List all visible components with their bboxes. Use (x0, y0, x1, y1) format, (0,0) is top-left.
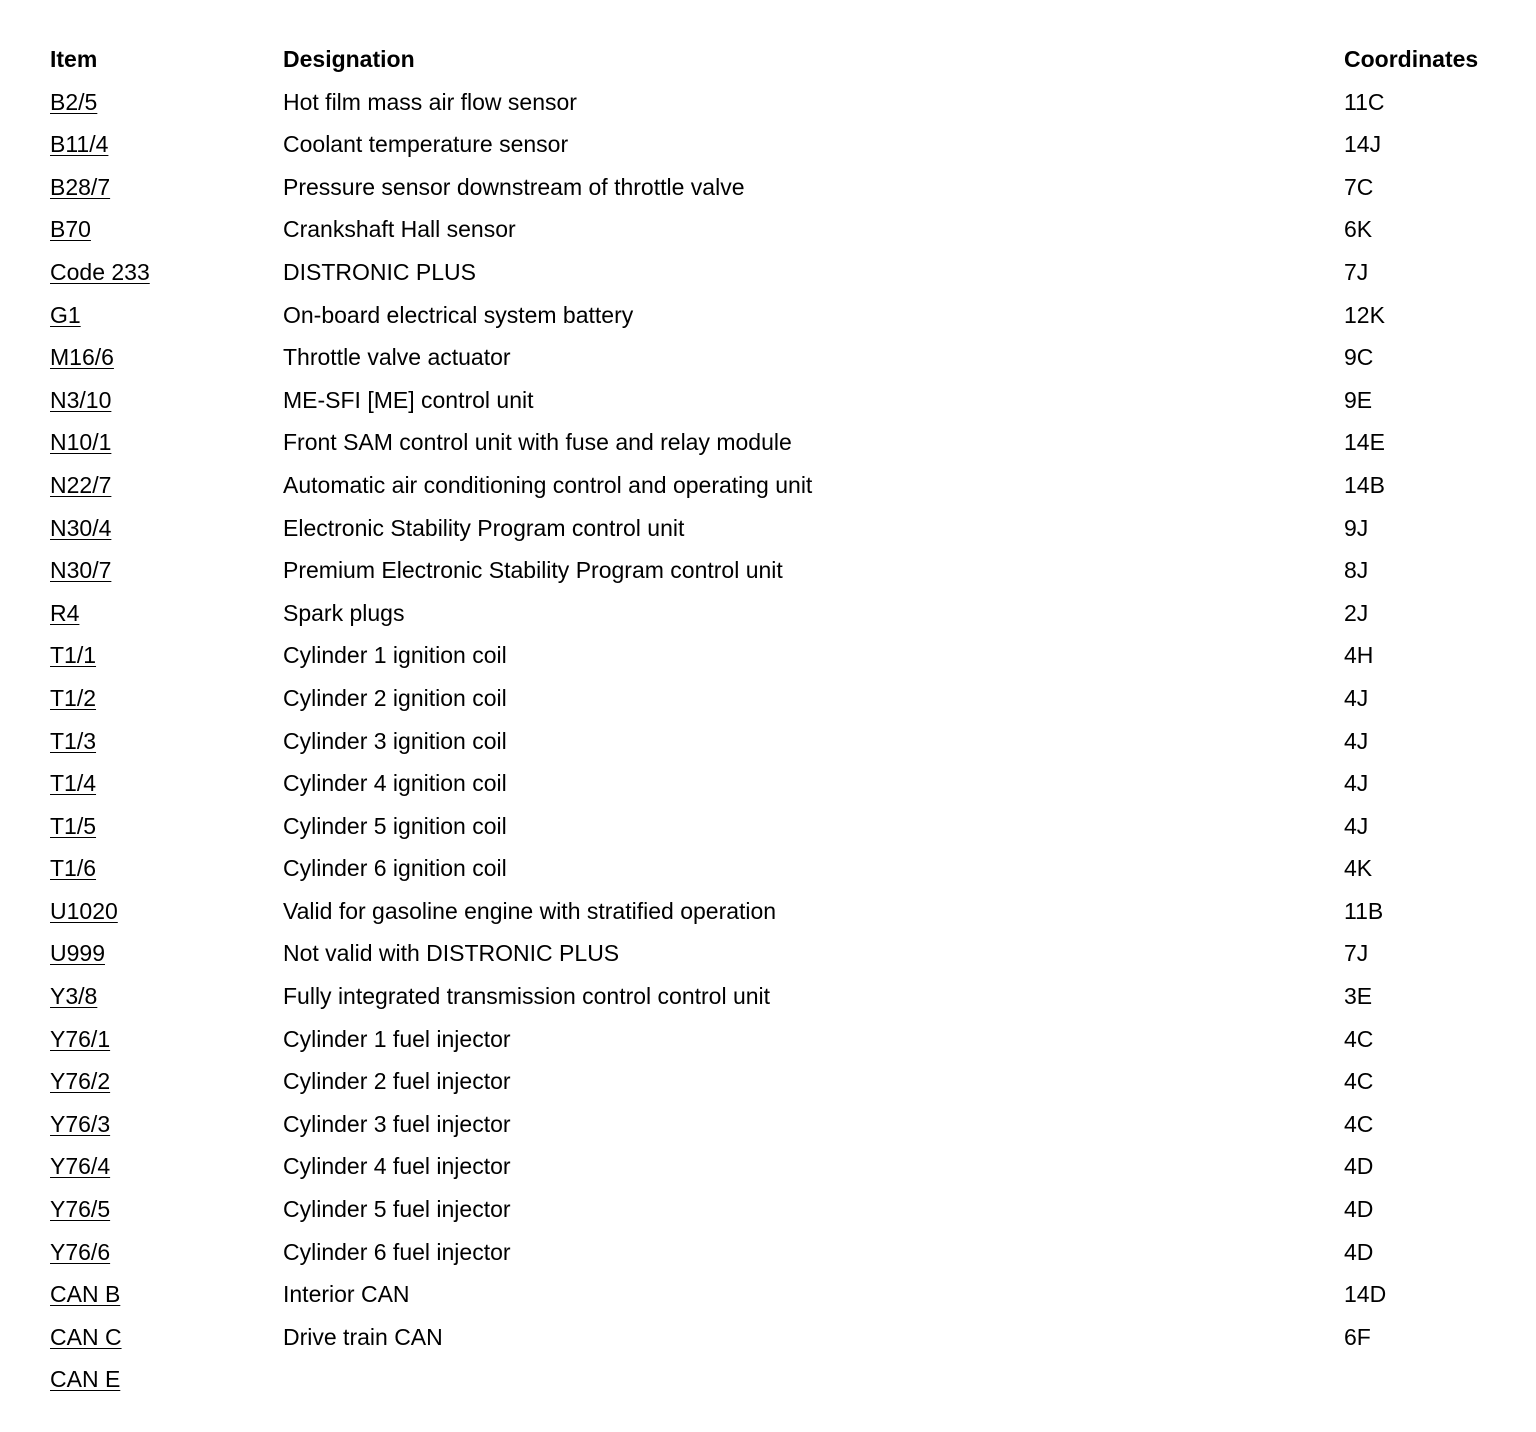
table-row (50, 81, 1510, 124)
table-row (50, 123, 1510, 166)
designation-cell: On-board electrical system battery (283, 301, 634, 328)
designation-cell: Fully integrated transmission control control unit (283, 983, 771, 1010)
table-row (50, 336, 1510, 379)
coordinates-cell: 4C (1344, 1110, 1374, 1137)
coordinates-cell: 4D (1344, 1153, 1374, 1180)
item-link[interactable]: N22/7 (50, 471, 112, 498)
item-link[interactable]: CAN C (50, 1323, 122, 1350)
table-row (50, 379, 1510, 422)
item-link[interactable]: U1020 (50, 897, 118, 924)
table-row (50, 847, 1510, 890)
table-row (50, 1145, 1510, 1188)
table-row (50, 421, 1510, 464)
item-link[interactable]: T1/2 (50, 684, 97, 711)
designation-cell: Cylinder 6 fuel injector (283, 1238, 511, 1265)
item-link[interactable]: N30/4 (50, 514, 112, 541)
coordinates-cell: 4C (1344, 1025, 1374, 1052)
item-link[interactable]: T1/6 (50, 855, 97, 882)
item-link[interactable]: Y76/6 (50, 1238, 111, 1265)
designation-cell: Cylinder 5 fuel injector (283, 1196, 511, 1223)
item-link[interactable]: T1/5 (50, 812, 97, 839)
table-row (50, 890, 1510, 933)
table-row (50, 677, 1510, 720)
designation-cell: Cylinder 1 fuel injector (283, 1025, 511, 1052)
coordinates-cell: 11B (1344, 897, 1384, 924)
item-link[interactable]: Y76/3 (50, 1110, 111, 1137)
designation-cell: Cylinder 4 ignition coil (283, 770, 507, 797)
coordinates-cell: 4D (1344, 1196, 1374, 1223)
coordinates-cell: 3E (1344, 983, 1373, 1010)
item-link[interactable]: B70 (50, 216, 91, 243)
item-link[interactable]: T1/1 (50, 642, 97, 669)
coordinates-cell: 4J (1344, 812, 1369, 839)
designation-cell: Drive train CAN (283, 1323, 443, 1350)
table-row (50, 720, 1510, 763)
table-row (50, 1316, 1510, 1359)
item-link[interactable]: CAN B (50, 1281, 121, 1308)
coordinates-cell: 4J (1344, 770, 1369, 797)
item-link[interactable]: CAN E (50, 1366, 121, 1393)
table-row (50, 294, 1510, 337)
table-row (50, 592, 1510, 635)
table-row (50, 1273, 1510, 1316)
item-link[interactable]: Code 233 (50, 258, 150, 285)
coordinates-cell: 4H (1344, 642, 1374, 669)
designation-cell: Cylinder 5 ignition coil (283, 812, 507, 839)
table-row (50, 166, 1510, 209)
item-link[interactable]: Y76/1 (50, 1025, 111, 1052)
coordinates-cell: 2J (1344, 599, 1369, 626)
coordinates-cell: 4K (1344, 855, 1373, 882)
table-row (50, 1018, 1510, 1061)
designation-cell: Interior CAN (283, 1281, 410, 1308)
header-coordinates: Coordinates (1344, 46, 1479, 72)
designation-cell: Cylinder 3 fuel injector (283, 1110, 511, 1137)
coordinates-cell: 12K (1344, 301, 1385, 328)
component-legend-table (50, 38, 1510, 1401)
coordinates-cell: 4J (1344, 727, 1369, 754)
designation-cell: Valid for gasoline engine with stratified operation (283, 897, 777, 924)
designation-cell: ME-SFI [ME] control unit (283, 386, 534, 413)
coordinates-cell: 14E (1344, 429, 1385, 456)
header-item: Item (50, 46, 98, 72)
item-link[interactable]: N10/1 (50, 429, 112, 456)
designation-cell: Front SAM control unit with fuse and relay module (283, 429, 792, 456)
item-link[interactable]: Y76/5 (50, 1196, 111, 1223)
designation-cell: Premium Electronic Stability Program control unit (283, 557, 783, 584)
item-link[interactable]: Y3/8 (50, 983, 98, 1010)
coordinates-cell: 6K (1344, 216, 1373, 243)
table-row (50, 549, 1510, 592)
coordinates-cell: 14J (1344, 131, 1382, 158)
designation-cell: Cylinder 2 fuel injector (283, 1068, 511, 1095)
table-row (50, 1060, 1510, 1103)
coordinates-cell: 14D (1344, 1281, 1387, 1308)
item-link[interactable]: N30/7 (50, 557, 112, 584)
table-header-row (50, 38, 1510, 81)
header-designation: Designation (283, 46, 415, 72)
designation-cell: Pressure sensor downstream of throttle valve (283, 173, 745, 200)
table-row (50, 251, 1510, 294)
coordinates-cell: 7J (1344, 258, 1369, 285)
designation-cell: Hot film mass air flow sensor (283, 88, 577, 115)
table-row (50, 1188, 1510, 1231)
designation-cell: Electronic Stability Program control unit (283, 514, 685, 541)
coordinates-cell: 7C (1344, 173, 1374, 200)
item-link[interactable]: M16/6 (50, 344, 114, 371)
item-link[interactable]: T1/4 (50, 770, 97, 797)
item-link[interactable]: B2/5 (50, 88, 98, 115)
table-row (50, 805, 1510, 848)
designation-cell: Cylinder 6 ignition coil (283, 855, 507, 882)
designation-cell: Spark plugs (283, 599, 405, 626)
item-link[interactable]: U999 (50, 940, 105, 967)
designation-cell: Automatic air conditioning control and operating unit (283, 471, 813, 498)
table-row (50, 1231, 1510, 1274)
table-row (50, 932, 1510, 975)
designation-cell: Crankshaft Hall sensor (283, 216, 516, 243)
designation-cell: Cylinder 3 ignition coil (283, 727, 507, 754)
coordinates-cell: 8J (1344, 557, 1369, 584)
table-row (50, 507, 1510, 550)
table-body (50, 81, 1510, 1401)
designation-cell: Cylinder 2 ignition coil (283, 684, 507, 711)
item-link[interactable]: T1/3 (50, 727, 97, 754)
designation-cell: DISTRONIC PLUS (283, 258, 476, 285)
designation-cell: Not valid with DISTRONIC PLUS (283, 940, 620, 967)
table-row (50, 464, 1510, 507)
coordinates-cell: 4D (1344, 1238, 1374, 1265)
item-link[interactable]: B28/7 (50, 173, 111, 200)
item-link[interactable]: G1 (50, 301, 81, 328)
designation-cell: Throttle valve actuator (283, 344, 511, 371)
coordinates-cell: 7J (1344, 940, 1369, 967)
table-row (50, 762, 1510, 805)
table-row (50, 975, 1510, 1018)
coordinates-cell: 4J (1344, 684, 1369, 711)
table-row (50, 208, 1510, 251)
coordinates-cell: 14B (1344, 471, 1385, 498)
item-link[interactable]: Y76/4 (50, 1153, 111, 1180)
coordinates-cell: 9C (1344, 344, 1374, 371)
coordinates-cell: 11C (1344, 88, 1385, 115)
table-row (50, 1358, 1510, 1401)
designation-cell: Coolant temperature sensor (283, 131, 569, 158)
coordinates-cell: 9E (1344, 386, 1373, 413)
table-row (50, 634, 1510, 677)
designation-cell: Cylinder 1 ignition coil (283, 642, 507, 669)
coordinates-cell: 6F (1344, 1323, 1371, 1350)
table-row (50, 1103, 1510, 1146)
item-link[interactable]: B11/4 (50, 131, 109, 158)
item-link[interactable]: N3/10 (50, 386, 112, 413)
designation-cell: Cylinder 4 fuel injector (283, 1153, 511, 1180)
coordinates-cell: 9J (1344, 514, 1369, 541)
item-link[interactable]: R4 (50, 599, 80, 626)
coordinates-cell: 4C (1344, 1068, 1374, 1095)
item-link[interactable]: Y76/2 (50, 1068, 111, 1095)
